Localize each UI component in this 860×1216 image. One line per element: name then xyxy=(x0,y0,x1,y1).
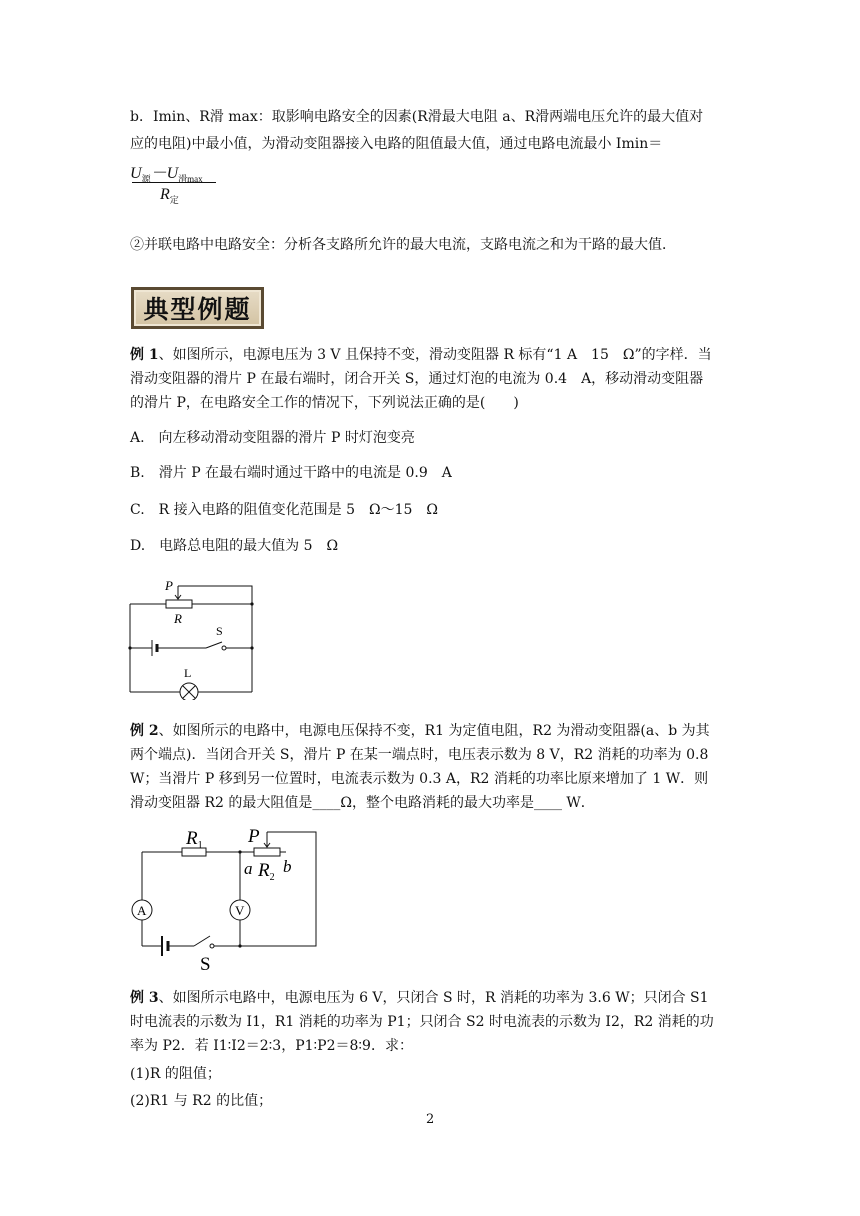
fig1-label-s: S xyxy=(216,624,223,638)
option-c: C. R 接入电路的阻值变化范围是 5 Ω～15 Ω xyxy=(130,502,439,518)
fig2-label-p: P xyxy=(248,826,260,847)
example-2-line-1: 例 2、如图所示的电路中，电源电压保持不变，R1 为定值电阻，R2 为滑动变阻器(a、b 为其 xyxy=(130,723,710,739)
example-1-circuit-diagram xyxy=(126,576,261,700)
example-3-label: 例 3 xyxy=(130,990,159,1006)
example-1-line-1: 例 1、如图所示，电源电压为 3 V 且保持不变，滑动变阻器 R 标有“1 A 15 Ω”的字样．当 xyxy=(130,347,712,363)
example-3-line-1: 例 3、如图所示电路中，电源电压为 6 V，只闭合 S 时，R 消耗的功率为 3.6 W；只闭合 S1 xyxy=(130,990,709,1006)
intro-line-3: ②并联电路中电路安全：分析各支路所允许的最大电流，支路电流之和为干路的最大值． xyxy=(130,237,676,253)
fig2-label-s: S xyxy=(200,954,211,974)
fig2-label-a: a xyxy=(244,859,253,878)
example-1-line-2: 滑动变阻器的滑片 P 在最右端时，闭合开关 S，通过灯泡的电流为 0.4 A，移动滑动变阻器 xyxy=(130,371,704,387)
fraction-bar xyxy=(132,182,216,183)
formula-numerator: $U_源-U_{滑max}$ xyxy=(130,165,203,185)
example-2-line-3: W；当滑片 P 移到另一位置时，电流表示数为 0.3 A，R2 消耗的功率比原来增加了 1 W．则 xyxy=(130,771,709,787)
example-3-line-2: 时电流表的示数为 I1，R1 消耗的功率为 P1；只闭合 S2 时电流表的示数为 I2，R2 消耗的功 xyxy=(130,1014,714,1030)
option-d: D. 电路总电阻的最大值为 5 Ω xyxy=(130,538,339,554)
intro-line-1: b．Imin、R滑 max：取影响电路安全的因素(R滑最大电阻 a、R滑两端电压允许的最大值对 xyxy=(130,109,704,125)
fig2-ammeter-label: A xyxy=(137,903,147,918)
question-1: (1)R 的阻值； xyxy=(130,1066,221,1082)
fig2-label-b: b xyxy=(283,857,292,876)
fig1-label-l: L xyxy=(184,666,192,680)
example-2-line-4: 滑动变阻器 R2 的最大阻值是____Ω，整个电路消耗的最大功率是____ W． xyxy=(130,795,595,811)
question-2: (2)R1 与 R2 的比值； xyxy=(130,1093,273,1109)
example-2-line-2: 两个端点)．当闭合开关 S，滑片 P 在某一端点时，电压表示数为 8 V，R2 消耗的功率为 0.8 xyxy=(130,747,709,763)
page-number: 2 xyxy=(426,1112,435,1127)
option-b: B. 滑片 P 在最右端时通过干路中的电流是 0.9 A xyxy=(130,465,452,481)
fig2-label-r1: $R_1$ xyxy=(186,828,203,851)
example-2-circuit-diagram xyxy=(126,824,322,974)
fig1-label-p: P xyxy=(165,578,173,593)
fig2-label-r2: $R_2$ xyxy=(258,860,275,883)
formula-denominator: $R_定$ xyxy=(160,186,179,206)
fig2-voltmeter-label: V xyxy=(235,903,245,918)
example-3-line-3: 率为 P2．若 I1∶I2＝2∶3，P1∶P2＝8∶9．求： xyxy=(130,1038,413,1054)
fig1-label-r: R xyxy=(174,611,182,626)
example-1-label: 例 1 xyxy=(130,347,159,363)
example-2-label: 例 2 xyxy=(130,723,159,739)
intro-line-2: 应的电阻)中最小值，为滑动变阻器接入电路的阻值最大值，通过电路电流最小 Imin＝ xyxy=(130,136,663,152)
example-1-line-3: 的滑片 P，在电路安全工作的情况下，下列说法正确的是( ) xyxy=(130,395,519,411)
option-a: A. 向左移动滑动变阻器的滑片 P 时灯泡变亮 xyxy=(130,430,415,446)
typical-examples-banner: 典型例题 xyxy=(131,287,264,329)
